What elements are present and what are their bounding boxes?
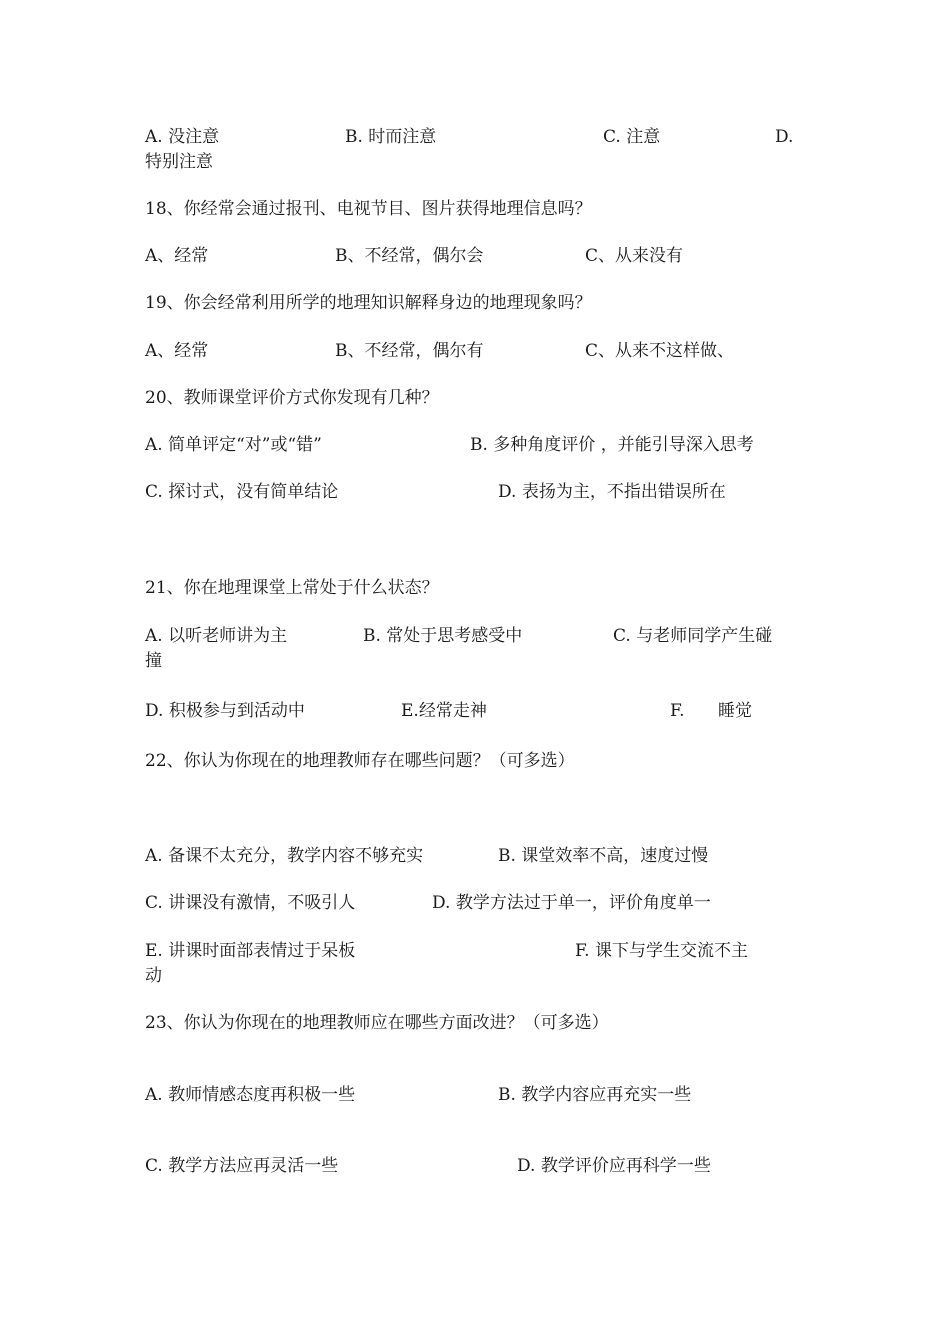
q22-option-f-wrap: 动 [145,966,162,986]
q19-question: 19、你会经常利用所学的地理知识解释身边的地理现象吗？ [145,293,592,313]
q19-option-a: A、经常 [145,341,209,361]
q20-option-a: A. 简单评定“对”或“错” [145,435,322,455]
q21-option-a: A. 以听老师讲为主 [145,626,288,646]
q23-question: 23、你认为你现在的地理教师应在哪些方面改进？（可多选） [145,1013,609,1033]
q21-question: 21、你在地理课堂上常处于什么状态？ [145,578,439,598]
q23-option-a: A. 教师情感态度再积极一些 [145,1085,356,1105]
q23-option-c: C. 教学方法应再灵活一些 [145,1156,339,1176]
q21-option-f-text: 睡觉 [718,701,752,721]
q21-option-e: E.经常走神 [401,701,487,721]
q17-option-b: B. 时而注意 [345,127,437,147]
q22-option-a: A. 备课不太充分，教学内容不够充实 [145,846,424,866]
q21-option-d: D. 积极参与到活动中 [145,701,305,721]
q17-option-a: A. 没注意 [145,127,220,147]
q23-option-b: B. 教学内容应再充实一些 [498,1085,692,1105]
q19-option-b: B、不经常，偶尔有 [335,341,484,361]
q18-option-a: A、经常 [145,246,209,266]
q18-option-c: C、从来没有 [585,246,684,266]
q20-option-d: D. 表扬为主，不指出错误所在 [498,482,726,502]
q22-question: 22、你认为你现在的地理教师存在哪些问题？（可多选） [145,751,575,771]
q21-option-b: B. 常处于思考感受中 [363,626,523,646]
q21-option-f: F. [670,701,685,721]
q22-option-d: D. 教学方法过于单一，评价角度单一 [432,893,711,913]
q22-option-e: E. 讲课时面部表情过于呆板 [145,941,356,961]
q22-option-f: F. 课下与学生交流不主 [575,941,748,961]
q22-option-c: C. 讲课没有激情，不吸引人 [145,893,356,913]
q17-option-d: D. [775,127,794,147]
q20-option-c: C. 探讨式，没有简单结论 [145,482,339,502]
q18-option-b: B、不经常，偶尔会 [335,246,484,266]
q21-option-c-wrap: 撞 [145,651,162,671]
q23-option-d: D. 教学评价应再科学一些 [517,1156,711,1176]
q20-option-b: B. 多种角度评价 ，并能引导深入思考 [470,435,754,455]
q19-option-c: C、从来不这样做、 [585,341,735,361]
q20-question: 20、教师课堂评价方式你发现有几种？ [145,388,439,408]
q21-option-c: C. 与老师同学产生碰 [613,626,773,646]
q18-question: 18、你经常会通过报刊、电视节目、图片获得地理信息吗？ [145,199,592,219]
q17-option-d-wrap: 特别注意 [145,152,213,172]
q22-option-b: B. 课堂效率不高，速度过慢 [498,846,709,866]
q17-option-c: C. 注意 [603,127,661,147]
